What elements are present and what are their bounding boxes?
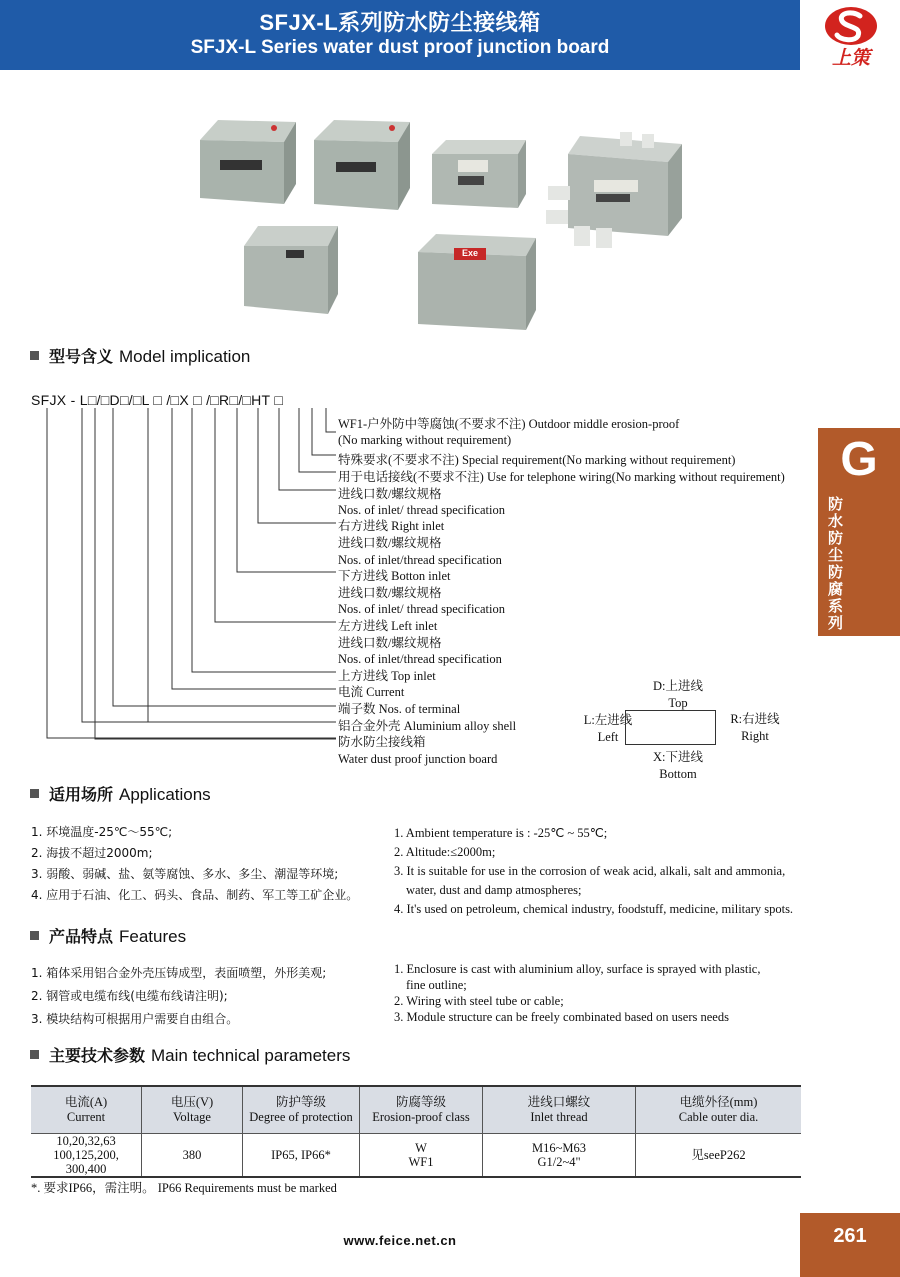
cell-line: G1/2~4" [537, 1155, 581, 1169]
list-item: 3. 弱酸、弱碱、盐、氨等腐蚀、多水、多尘、潮湿等环境; [31, 867, 339, 881]
list-item: 1. 箱体采用铝合金外壳压铸成型，表面喷塑，外形美观; [31, 966, 327, 980]
features-list-cn [31, 962, 326, 1031]
model-code: SFJX - L□/□D□/□L □ /□X □ /□R□/□HT □ [31, 392, 284, 408]
header-cn: 电压(V) [170, 1095, 214, 1109]
section-title-en: Applications [119, 785, 211, 804]
page-number: 261 [833, 1225, 867, 1247]
dir-right [724, 711, 786, 745]
dir-bottom-cn: X:下进线 [652, 750, 703, 764]
model-line-20: 防水防尘接线箱 [338, 735, 426, 749]
model-line-14: 进线口数/螺纹规格 [338, 636, 442, 650]
model-line-4: 用于电话接线(不要求不注) Use for telephone wiring(No marking without requirement) [338, 470, 785, 484]
list-item: 4. 应用于石油、化工、码头、食品、制药、军工等工矿企业。 [31, 888, 359, 902]
dir-top [640, 678, 716, 712]
page-title-en: SFJX-L Series water dust proof junction board [190, 37, 610, 58]
list-item: 2. Wiring with steel tube or cable; [394, 994, 564, 1008]
dir-right-cn: R:右进线 [730, 712, 780, 726]
params-table [31, 1085, 801, 1178]
header-cn: 防腐等级 [395, 1095, 446, 1109]
list-item: 4. It's used on petroleum, chemical industry, foodstuff, medicine, military spots. [394, 902, 794, 916]
dir-left-en: Left [597, 730, 619, 744]
table-header [636, 1086, 802, 1134]
cell-line: 100,125,200, [53, 1148, 119, 1162]
header-en: Current [66, 1110, 106, 1124]
model-leader-lines [40, 408, 340, 744]
model-line-1: WF1-户外防中等腐蚀(不要求不注) Outdoor middle erosion-proof [338, 417, 680, 431]
model-line-15: Nos. of inlet/thread specification [338, 652, 502, 666]
model-line-7: 右方进线 Right inlet [338, 519, 445, 533]
dir-bottom-en: Bottom [659, 767, 697, 781]
model-line-21: Water dust proof junction board [338, 752, 498, 766]
bullet-square-icon [30, 789, 39, 798]
table-row [31, 1134, 801, 1178]
section-title-en: Model implication [119, 347, 251, 366]
model-line-12: Nos. of inlet/ thread specification [338, 602, 505, 616]
bullet-square-icon [30, 351, 39, 360]
dir-box [625, 710, 716, 745]
table-footnote: *. 要求IP66，需注明。 IP66 Requirements must be marked [31, 1181, 337, 1195]
section-title-cn: 产品特点 [49, 927, 114, 946]
page-title-cn: SFJX-L系列防水防尘接线箱 [259, 10, 541, 35]
cell-erosion [360, 1134, 483, 1178]
list-item: 3. It is suitable for use in the corrosion of weak acid, alkali, salt and ammonia, [394, 864, 786, 878]
website-link[interactable]: www.feice.net.cn [343, 1233, 457, 1248]
list-item: 2. Altitude:≤2000m; [394, 845, 496, 859]
product-photo-5 [240, 224, 342, 320]
list-item: 3. 模块结构可根据用户需要自由组合。 [31, 1012, 239, 1026]
model-line-13: 左方进线 Left inlet [338, 619, 438, 633]
section-model [30, 344, 250, 367]
header-cn: 进线口螺纹 [527, 1095, 591, 1109]
model-line-19: 铝合金外壳 Aluminium alloy shell [338, 719, 517, 733]
header-en: Voltage [173, 1110, 211, 1124]
table-header [142, 1086, 243, 1134]
model-line-10: 下方进线 Botton inlet [338, 569, 451, 583]
section-applications [30, 782, 211, 805]
table-header [243, 1086, 360, 1134]
table-header-row [31, 1086, 801, 1134]
model-line-5: 进线口数/螺纹规格 [338, 487, 442, 501]
list-item: water, dust and damp atmospheres; [406, 883, 582, 897]
bullet-square-icon [30, 1050, 39, 1059]
section-title-en: Main technical parameters [151, 1046, 351, 1065]
cell-line: W [415, 1141, 427, 1155]
dir-bottom [640, 749, 716, 783]
side-tab-letter: G [840, 433, 878, 486]
model-line-16: 上方进线 Top inlet [338, 669, 436, 683]
model-line-9: Nos. of inlet/thread specification [338, 553, 502, 567]
section-params [30, 1043, 350, 1066]
header-en: Erosion-proof class [372, 1110, 470, 1124]
dir-left-cn: L:左进线 [583, 713, 633, 727]
cell-line: 300,400 [65, 1162, 107, 1176]
list-item: fine outline; [406, 978, 467, 992]
header-en: Cable outer dia. [678, 1110, 759, 1124]
header-en: Inlet thread [530, 1110, 588, 1124]
header-cn: 电缆外径(mm) [679, 1095, 758, 1109]
side-tab-text: 防水防尘防腐系列 [828, 495, 844, 632]
list-item: 1. 环境温度-25℃～55℃; [31, 825, 173, 839]
header-cn: 防护等级 [275, 1095, 326, 1109]
applications-list-cn [31, 822, 358, 906]
model-line-2: (No marking without requirement) [338, 433, 512, 447]
model-line-8: 进线口数/螺纹规格 [338, 536, 442, 550]
list-item: 2. 钢管或电缆布线(电缆布线请注明); [31, 989, 228, 1003]
header-en: Degree of protection [249, 1110, 353, 1124]
cell-line: WF1 [408, 1155, 434, 1169]
model-line-6: Nos. of inlet/ thread specification [338, 503, 505, 517]
section-title-cn: 型号含义 [49, 347, 114, 366]
table-header [360, 1086, 483, 1134]
section-title-en: Features [119, 927, 187, 946]
cell-thread [483, 1134, 636, 1178]
model-line-18: 端子数 Nos. of terminal [338, 702, 461, 716]
product-photo-1 [198, 118, 298, 210]
applications-list-en [394, 824, 793, 919]
table-header [483, 1086, 636, 1134]
svg-text:上策: 上策 [831, 47, 871, 68]
cell-line: 10,20,32,63 [56, 1134, 116, 1148]
table-header [31, 1086, 142, 1134]
cell-protection: IP65, IP66* [243, 1134, 360, 1178]
dir-top-cn: D:上进线 [652, 679, 703, 693]
model-line-3: 特殊要求(不要求不注) Special requirement(No marking without requirement) [338, 453, 736, 467]
section-title-cn: 适用场所 [49, 785, 114, 804]
cell-current [31, 1134, 142, 1178]
section-features [30, 924, 186, 947]
model-line-11: 进线口数/螺纹规格 [338, 586, 442, 600]
section-title-cn: 主要技术参数 [49, 1046, 146, 1065]
dir-right-en: Right [741, 729, 769, 743]
list-item: 3. Module structure can be freely combinated based on users needs [394, 1010, 729, 1024]
features-list-en [394, 961, 760, 1025]
cell-line: M16~M63 [532, 1141, 586, 1155]
product-photo-3 [430, 138, 528, 214]
product-photo-2 [312, 118, 412, 216]
list-item: 2. 海拔不超过2000m; [31, 846, 153, 860]
bullet-square-icon [30, 931, 39, 940]
list-item: 1. Ambient temperature is : -25℃ ~ 55℃; [394, 826, 608, 840]
list-item: 1. Enclosure is cast with aluminium alloy, surface is sprayed with plastic, [394, 962, 761, 976]
brand-logo [806, 4, 896, 68]
exe-label: Exe [461, 248, 478, 258]
cell-voltage: 380 [142, 1134, 243, 1178]
dir-top-en: Top [668, 696, 688, 710]
header-cn: 电流(A) [64, 1095, 108, 1109]
product-photo-4 [544, 132, 686, 252]
model-line-17: 电流 Current [338, 685, 405, 699]
cell-cable: 见seeP262 [636, 1134, 802, 1178]
